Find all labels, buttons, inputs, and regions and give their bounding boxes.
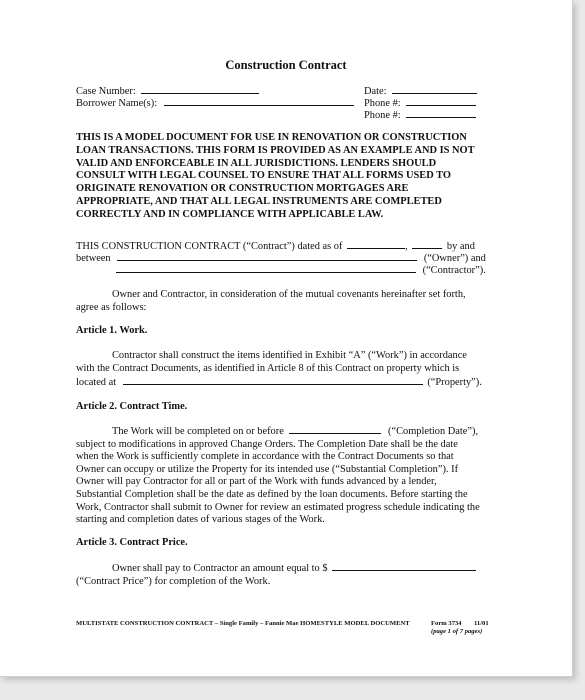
intro-between: between	[76, 253, 111, 264]
contract-price-blank[interactable]	[332, 561, 476, 571]
article-2-heading: Article 2. Contract Time.	[76, 401, 188, 412]
notice-line: VALID AND ENFORCEABLE IN ALL JURISDICTIONS. LENDERS SHOULD	[76, 157, 437, 169]
date-blank[interactable]	[392, 84, 477, 94]
date-label: Date:	[364, 86, 387, 97]
article-2-line: subject to modifications in approved Change Orders. The Completion Date shall be the date	[76, 438, 458, 450]
borrower-names-label: Borrower Name(s):	[76, 98, 158, 109]
contractor-name-blank[interactable]	[116, 263, 416, 273]
consideration-line: agree as follows:	[76, 301, 147, 313]
contract-year-blank[interactable]	[412, 239, 442, 249]
phone-1-label: Phone #:	[364, 98, 401, 109]
article-2-line: starting and completion dates of various stages of the Work.	[76, 514, 325, 526]
article-1-line: with the Contract Documents, as identified in Article 8 of this Contract on property which is	[76, 362, 460, 374]
property-address-blank[interactable]	[123, 375, 423, 385]
page-indicator: (page 1 of 7 pages)	[431, 628, 483, 635]
intro-contractor: (“Contractor”).	[422, 265, 486, 276]
completion-date-blank[interactable]	[289, 424, 381, 434]
property-label: (“Property”).	[427, 377, 482, 389]
consideration-paragraph	[76, 289, 466, 314]
article-2-line: Owner will pay Contractor for all or part of the Work with funds advanced by a lender,	[76, 476, 437, 488]
notice-line: CORRECTLY AND IN COMPLIANCE WITH APPLICABLE LAW.	[76, 208, 384, 220]
borrower-names-blank[interactable]	[164, 96, 354, 106]
footer-page-number	[431, 628, 482, 635]
footer-form-number: Form 3734	[431, 620, 462, 627]
footer-form-date: 11/01	[474, 620, 489, 627]
document-title: Construction Contract	[225, 58, 347, 72]
footer-left-text: MULTISTATE CONSTRUCTION CONTRACT – Single Family – Fannie Mae HOMESTYLE MODEL DOCUMENT	[76, 620, 410, 627]
article-1-body	[76, 350, 482, 390]
article-1-heading: Article 1. Work.	[76, 325, 148, 336]
notice-line: APPROPRIATE, AND THAT ALL LEGAL INSTRUMENTS ARE COMPLETED	[76, 195, 442, 207]
article-3-line-1	[76, 561, 476, 576]
contract-price-text: Owner shall pay to Contractor an amount equal to $	[112, 563, 328, 574]
contract-date-blank[interactable]	[347, 239, 405, 249]
completion-text: The Work will be completed on or before	[112, 426, 284, 437]
article-2-body	[76, 424, 480, 527]
notice-line: THIS IS A MODEL DOCUMENT FOR USE IN RENOVATION OR CONSTRUCTION	[76, 132, 467, 143]
intro-owner: (“Owner”) and	[423, 253, 486, 264]
intro-comma: ,	[405, 241, 408, 252]
completion-date-label: (“Completion Date”),	[388, 426, 479, 437]
intro-text: THIS CONSTRUCTION CONTRACT (“Contract”) dated as of	[76, 241, 343, 252]
article-1-line: Contractor shall construct the items identified in Exhibit “A” (“Work”) in accordance	[112, 350, 467, 361]
model-document-notice	[76, 132, 506, 222]
owner-name-blank[interactable]	[117, 251, 417, 261]
located-at-label: located at	[76, 377, 117, 389]
intro-by-and: by and	[446, 241, 475, 252]
notice-line: CONSULT WITH LEGAL COUNSEL TO ENSURE THAT ALL FORMS USED TO	[76, 170, 451, 182]
phone-1-blank[interactable]	[406, 96, 476, 106]
phone-2-label: Phone #:	[364, 110, 401, 121]
consideration-line: Owner and Contractor, in consideration of the mutual covenants hereinafter set forth,	[112, 289, 466, 300]
article-3-heading: Article 3. Contract Price.	[76, 537, 188, 548]
phone-2-blank[interactable]	[406, 108, 476, 118]
phone-2-field	[364, 108, 476, 122]
notice-line: LOAN TRANSACTIONS. THIS FORM IS PROVIDED AS AN EXAMPLE AND IS NOT	[76, 144, 475, 156]
case-number-blank[interactable]	[141, 84, 259, 94]
article-3-line-2: (“Contract Price”) for completion of the Work.	[76, 575, 271, 587]
article-2-line: Substantial Completion shall be the date as defined by the loan documents. Before starting the	[76, 488, 468, 500]
article-2-line: when the Work is sufficiently complete in accordance with the Contract Documents so that	[76, 451, 454, 463]
article-2-line: Work, Contractor shall submit to Owner for review an estimated progress schedule indicating the	[76, 501, 480, 513]
article-2-line: Owner can occupy or utilize the Property for its intended use (“Substantial Completion”). If	[76, 463, 459, 475]
article-2-line-1	[76, 424, 480, 439]
intro-line-3	[116, 263, 486, 278]
article-3-body	[76, 561, 476, 588]
notice-line: ORIGINATE RENOVATION OR CONSTRUCTION MORTGAGES ARE	[76, 183, 409, 195]
borrower-names-field	[76, 96, 354, 110]
article-1-line-3	[76, 375, 482, 390]
case-number-label: Case Number:	[76, 86, 136, 97]
